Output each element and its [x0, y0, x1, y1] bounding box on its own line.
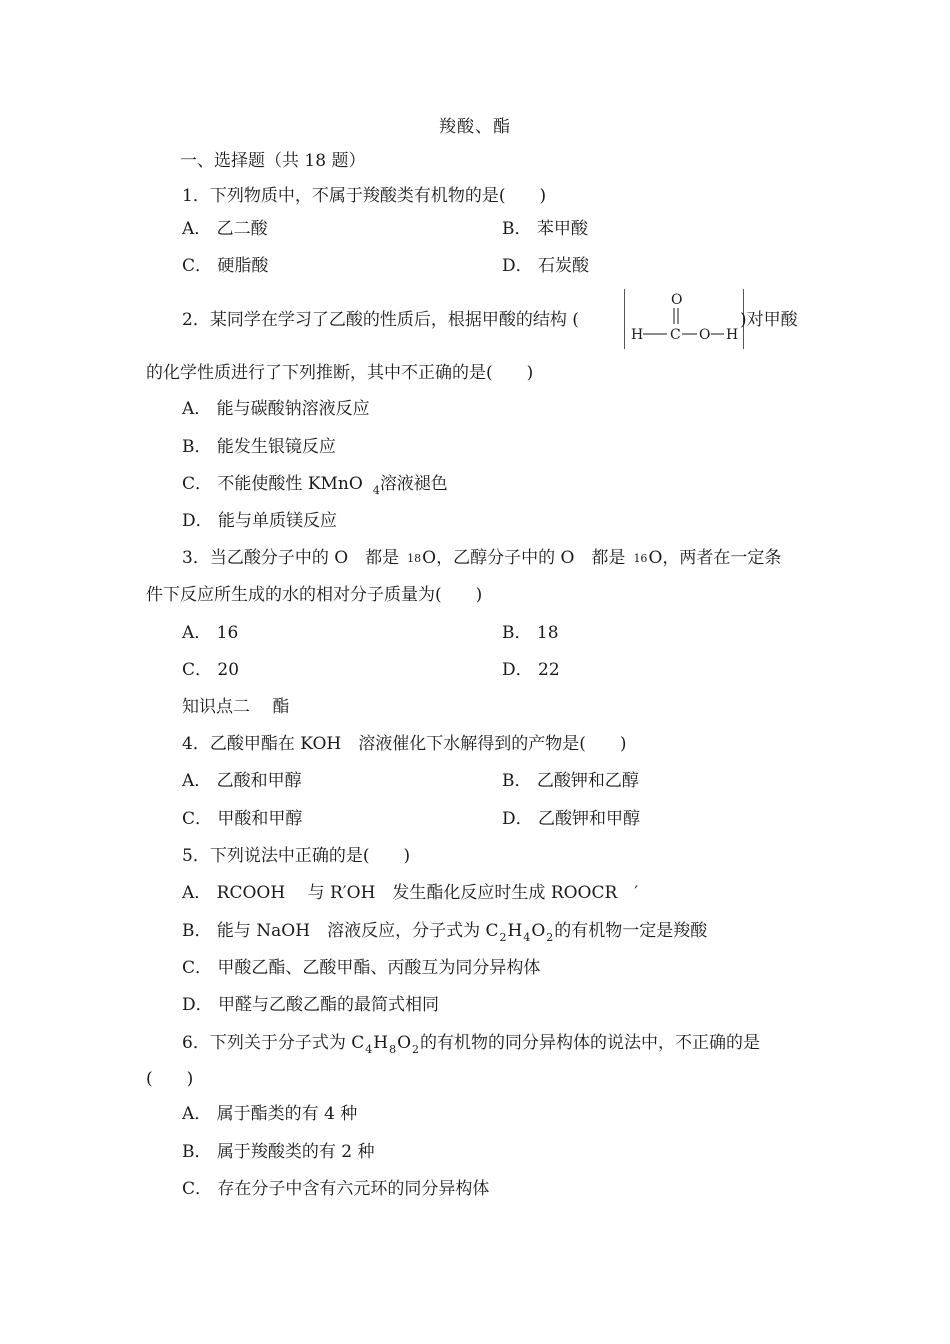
formic-acid-structure [624, 289, 744, 349]
formula-h-right: H [726, 327, 739, 343]
q4-option-d: D． 乙酸钾和甲醇 [502, 809, 641, 829]
q2-stem-part1: 2．某同学在学习了乙酸的性质后，根据甲酸的结构 ( [182, 310, 579, 330]
section-heading: 一、选择题（共 18 题） [180, 151, 366, 171]
q3-option-c: C． 20 [182, 660, 240, 680]
q1-option-c: C． 硬脂酸 [182, 256, 269, 276]
q2-option-c: C． 不能使酸性 KMnO $_4$溶液褪色 [182, 474, 448, 497]
q5-option-c: C． 甲酸乙酯、乙酸甲酯、丙酸互为同分异构体 [182, 958, 541, 978]
q6-option-b: B． 属于羧酸类的有 2 种 [182, 1142, 375, 1162]
q2-option-b: B． 能发生银镜反应 [182, 437, 336, 457]
formula-o-right: O [699, 327, 711, 343]
q3-option-b: B． 18 [502, 623, 559, 643]
q6-stem: 6．下列关于分子式为 $C_4H_8O_2$的有机物的同分异构体的说法中，不正确的是 [182, 1033, 760, 1056]
q6-option-a: A． 属于酯类的有 4 种 [182, 1104, 358, 1124]
q2-option-a: A． 能与碳酸钠溶液反应 [182, 399, 370, 419]
q1-option-a: A． 乙二酸 [182, 219, 268, 239]
q4-option-c: C． 甲酸和甲醇 [182, 809, 303, 829]
q2-stem-line2: 的化学性质进行了下列推断，其中不正确的是( ) [146, 363, 534, 383]
q5-option-a: A． RCOOH 与 R′OH 发生酯化反应时生成 ROOCR ′ [182, 883, 639, 903]
q3-option-a: A． 16 [182, 623, 239, 643]
formula-h-left: H [631, 327, 644, 343]
formula-c: C [670, 327, 681, 343]
page-title: 羧酸、酯 [439, 117, 511, 137]
q5-option-b: B． 能与 NaOH 溶液反应，分子式为 $C_2H_4O_2$的有机物一定是羧酸 [182, 921, 708, 944]
q1-stem: 1．下列物质中，不属于羧酸类有机物的是( ) [182, 186, 547, 206]
q2-stem-part2: )对甲酸 [740, 310, 798, 330]
section-heading-ester: 知识点二 酯 [182, 697, 290, 717]
q4-option-b: B． 乙酸钾和乙醇 [502, 771, 639, 791]
formula-o-top: O [671, 292, 683, 308]
q2-option-d: D． 能与单质镁反应 [182, 511, 338, 531]
q6-option-c: C． 存在分子中含有六元环的同分异构体 [182, 1179, 490, 1199]
q3-stem: 3．当乙酸分子中的 O 都是 18O，乙醇分子中的 O 都是 16O，两者在一定条 [182, 548, 782, 568]
q3-option-d: D． 22 [502, 660, 560, 680]
q4-stem: 4．乙酸甲酯在 KOH 溶液催化下水解得到的产物是( ) [182, 734, 627, 754]
q1-option-d: D． 石炭酸 [502, 256, 590, 276]
q5-option-d: D． 甲醛与乙酸乙酯的最简式相同 [182, 995, 440, 1015]
q6-stem-line2: ( ) [146, 1069, 194, 1089]
q3-stem-line2: 件下反应所生成的水的相对分子质量为( ) [146, 585, 483, 605]
q5-stem: 5．下列说法中正确的是( ) [182, 846, 411, 866]
q4-option-a: A． 乙酸和甲醇 [182, 771, 302, 791]
q1-option-b: B． 苯甲酸 [502, 219, 588, 239]
